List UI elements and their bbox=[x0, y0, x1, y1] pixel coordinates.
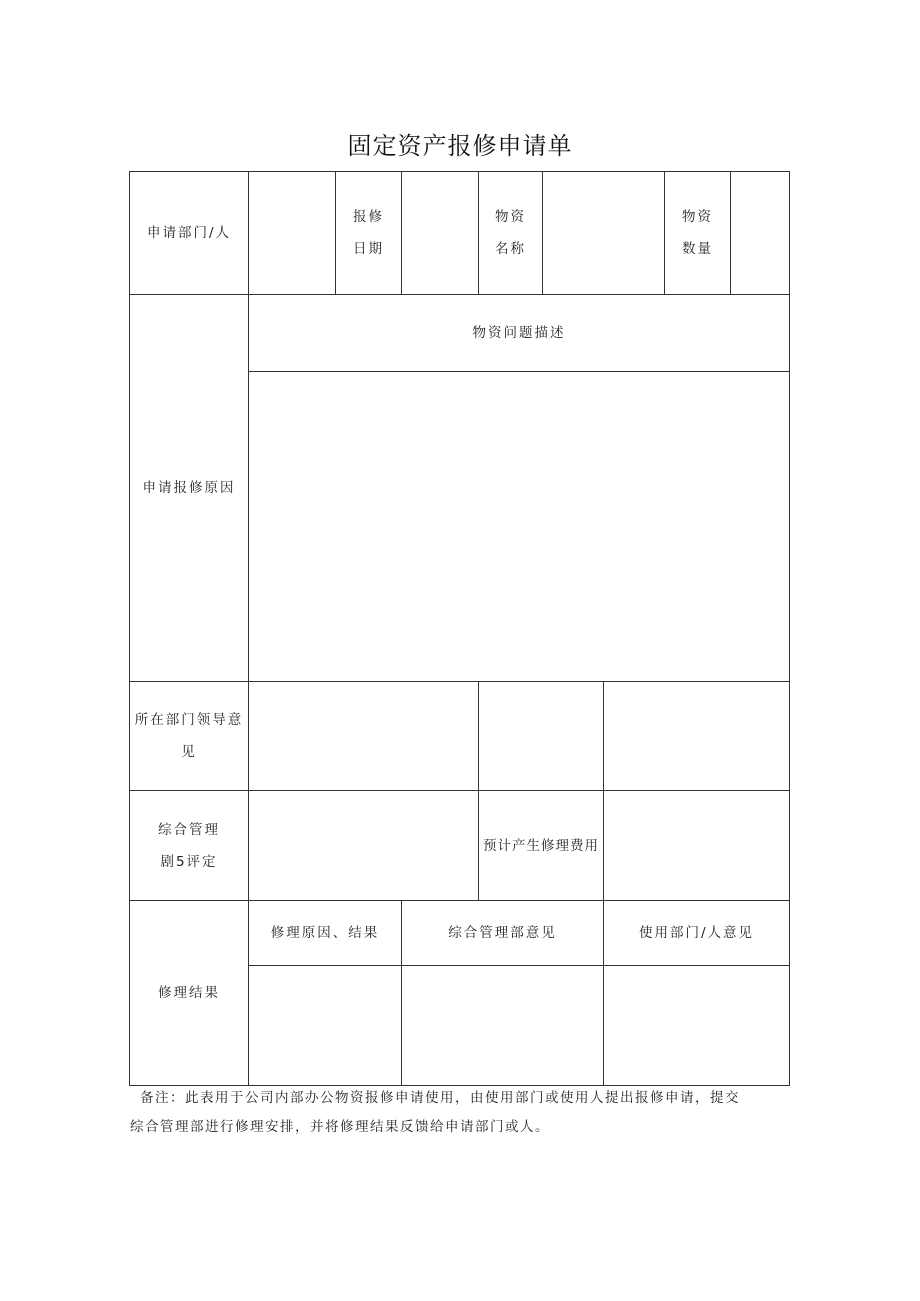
repair-result-col-3-value[interactable] bbox=[604, 966, 789, 1085]
repair-date-label-line-1: 报修 bbox=[353, 209, 384, 225]
estimated-cost-label bbox=[479, 791, 603, 900]
repair-result-col-2-value[interactable] bbox=[402, 966, 603, 1085]
dept-leader-opinion[interactable] bbox=[249, 682, 478, 790]
repair-result-col-3-text: 使用部门/人意见 bbox=[638, 925, 755, 941]
page-title: 固定资产报修申请单 bbox=[347, 132, 573, 160]
item-qty-label-line-1: 物资 bbox=[682, 209, 713, 225]
repair-reason-label-text: 申请报修原因 bbox=[142, 480, 236, 496]
repair-result-col-3-header bbox=[604, 901, 789, 965]
estimated-cost-label-text: 预计产生修理费用 bbox=[483, 837, 599, 854]
problem-description-header bbox=[249, 295, 789, 371]
form-note-line-1: 备注：此表用于公司内部办公物资报修申请使用，由使用部门或使用人提出报修申请，提交 bbox=[140, 1090, 740, 1106]
item-qty-value[interactable] bbox=[731, 172, 789, 294]
form-note bbox=[130, 1084, 770, 1142]
item-name-label-line-2: 名称 bbox=[495, 241, 526, 257]
dept-leader-label-line-1: 所在部门领导意 bbox=[134, 712, 244, 728]
repair-result-col-1-value[interactable] bbox=[249, 966, 401, 1085]
repair-result-col-1-text: 修理原因、结果 bbox=[270, 925, 380, 941]
form-note-line-2: 综合管理部进行修理安排，并将修理结果反馈给申请部门或人。 bbox=[130, 1119, 550, 1135]
dept-leader-cell-2[interactable] bbox=[479, 682, 603, 790]
repair-date-label-line-2: 日期 bbox=[353, 241, 384, 257]
applicant-value[interactable] bbox=[249, 172, 335, 294]
item-name-label bbox=[479, 172, 542, 294]
dept-leader-label-line-2: 见 bbox=[181, 744, 197, 760]
admin-review-label bbox=[130, 791, 248, 900]
applicant-label bbox=[130, 172, 248, 294]
item-qty-label bbox=[665, 172, 730, 294]
admin-review-value[interactable] bbox=[249, 791, 478, 900]
applicant-label-text: 申请部门/人 bbox=[146, 225, 232, 241]
problem-description-header-text: 物资问题描述 bbox=[472, 325, 566, 341]
repair-result-label-text: 修理结果 bbox=[158, 985, 220, 1001]
item-name-value[interactable] bbox=[543, 172, 664, 294]
admin-review-label-line-1: 综合管理 bbox=[158, 821, 220, 838]
dept-leader-label bbox=[130, 682, 248, 790]
admin-review-label-line-2: 剧5评定 bbox=[160, 853, 218, 870]
repair-date-label bbox=[336, 172, 401, 294]
problem-description-area[interactable] bbox=[249, 372, 789, 681]
repair-result-col-2-header bbox=[402, 901, 603, 965]
dept-leader-cell-3[interactable] bbox=[604, 682, 789, 790]
item-qty-label-line-2: 数量 bbox=[682, 241, 713, 257]
repair-date-value[interactable] bbox=[402, 172, 478, 294]
repair-result-col-2-text: 综合管理部意见 bbox=[448, 925, 557, 941]
estimated-cost-value[interactable] bbox=[604, 791, 789, 900]
repair-result-label bbox=[130, 901, 248, 1085]
item-name-label-line-1: 物资 bbox=[495, 209, 526, 225]
table-border-right bbox=[789, 171, 790, 1086]
repair-reason-label bbox=[130, 295, 248, 681]
repair-result-col-1-header bbox=[249, 901, 401, 965]
